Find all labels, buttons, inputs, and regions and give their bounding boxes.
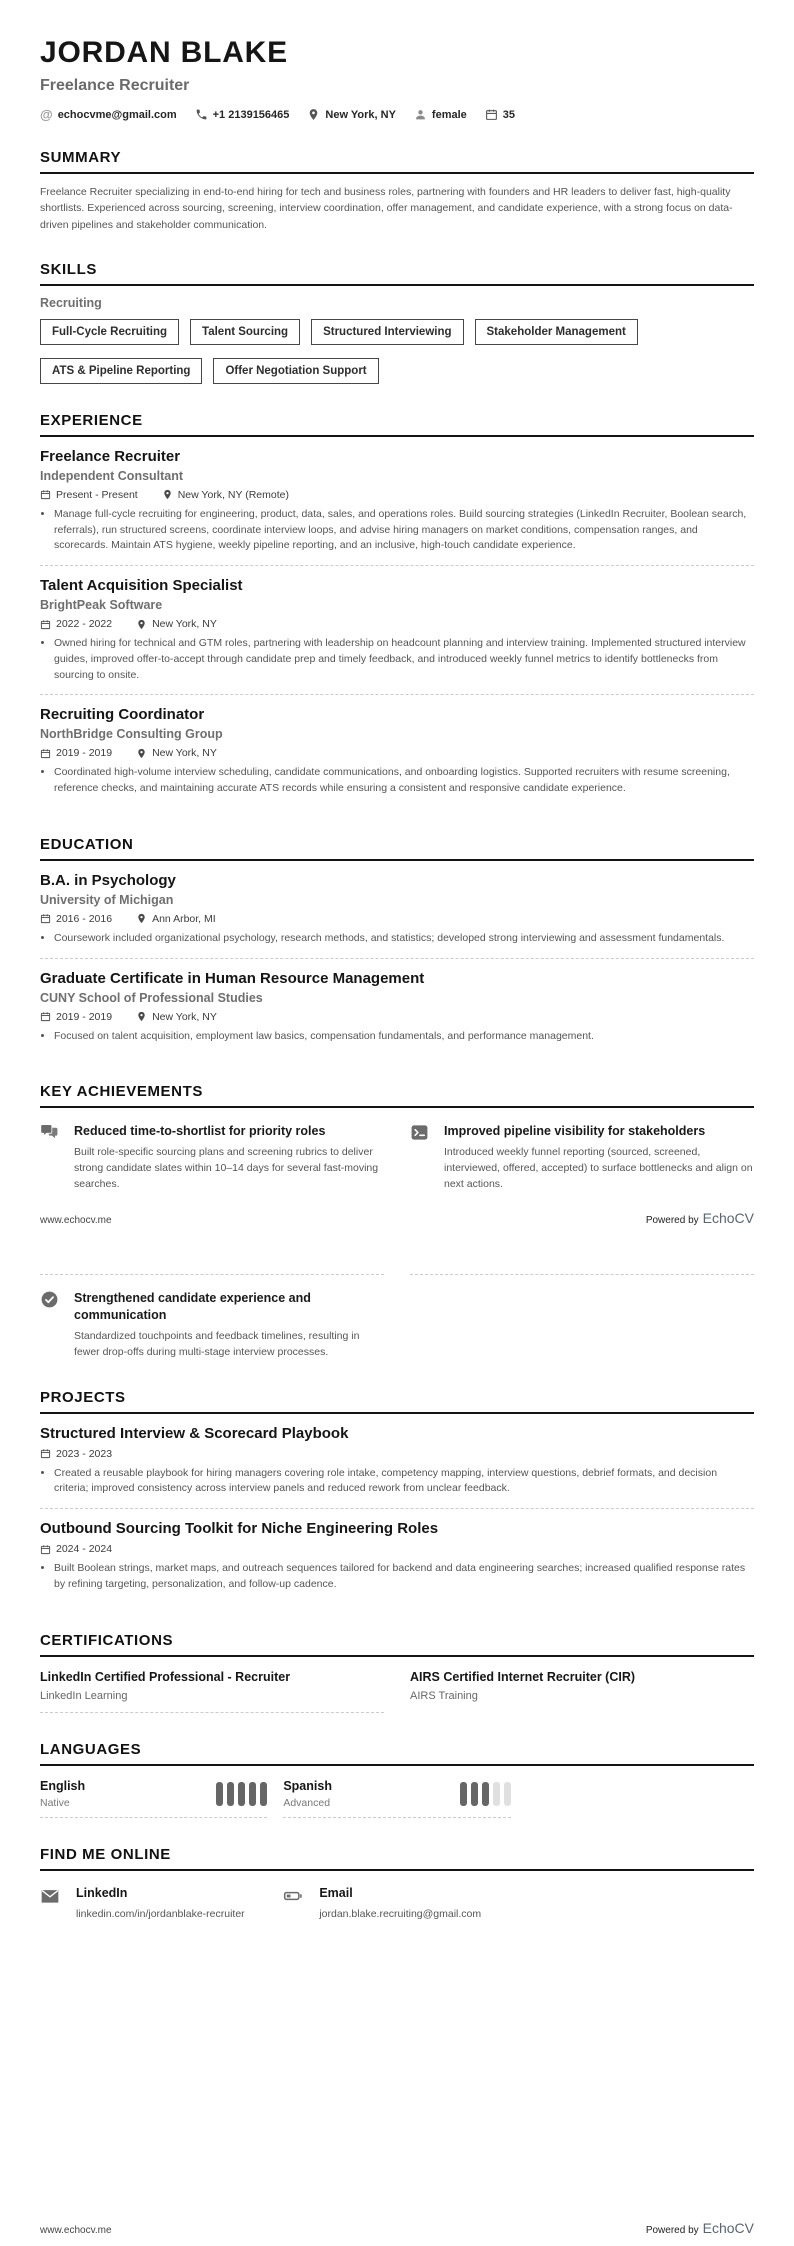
achievement-body <box>74 1123 384 1192</box>
envelope-icon <box>40 1886 60 1906</box>
entry-title: Graduate Certificate in Human Resource Management <box>40 969 425 987</box>
certification-item <box>40 1670 384 1713</box>
entry-dates-text: 2019 - 2019 <box>56 747 113 760</box>
online-url[interactable]: linkedin.com/in/jordanblake-recruiter <box>76 1907 245 1920</box>
language-level: Native <box>40 1796 70 1809</box>
check-circle-icon <box>40 1290 59 1309</box>
entry-dates-text: 2019 - 2019 <box>56 1010 113 1023</box>
entry-dates <box>40 1011 112 1023</box>
entry-dates <box>40 747 112 759</box>
language-item <box>283 1779 510 1818</box>
entry-meta <box>40 1011 754 1023</box>
entry-dates <box>40 1543 112 1555</box>
entry-location-text: New York, NY (Remote) <box>177 488 289 501</box>
language-level-bars <box>216 1782 267 1806</box>
achievement-title: Reduced time-to-shortlist for priority roles <box>74 1124 326 1139</box>
entry-location <box>162 489 289 501</box>
achievement-text: Built role-specific sourcing plans and screening rubrics to deliver strong candidate slates within 10–14 days for several fast-moving searches. <box>74 1146 379 1190</box>
entry-title: B.A. in Psychology <box>40 871 176 889</box>
level-bar <box>482 1782 489 1806</box>
entry-meta <box>40 618 754 630</box>
level-bar <box>493 1782 500 1806</box>
education-heading: EDUCATION <box>40 836 754 861</box>
contact-phone-text: +1 2139156465 <box>212 108 290 121</box>
battery-icon <box>283 1886 303 1906</box>
entry-bullets <box>40 1029 754 1045</box>
skill-chip: Talent Sourcing <box>190 319 300 345</box>
calendar-icon <box>40 748 51 759</box>
footer-site-link[interactable]: www.echocv.me <box>40 2225 112 2236</box>
location-pin-icon <box>136 748 147 759</box>
at-icon: @ <box>40 107 53 122</box>
certifications-grid <box>40 1670 754 1713</box>
entry-dates-text: 2016 - 2016 <box>56 912 113 925</box>
entry-meta <box>40 913 754 925</box>
calendar-icon <box>40 1544 51 1555</box>
contact-phone[interactable] <box>195 108 290 121</box>
language-name: Spanish <box>283 1778 332 1793</box>
entry-bullets <box>40 507 754 554</box>
achievement-text: Introduced weekly funnel reporting (sourced, screened, interviewed, offered, accepted) to surface bottlenecks and align on next actions. <box>444 1146 753 1190</box>
contact-location <box>307 108 396 121</box>
skills-heading: SKILLS <box>40 261 754 286</box>
page2-footer <box>40 2220 754 2236</box>
entry-school: University of Michigan <box>40 892 174 907</box>
language-level-bars <box>460 1782 511 1806</box>
skill-chip: Full-Cycle Recruiting <box>40 319 179 345</box>
certification-title: AIRS Certified Internet Recruiter (CIR) <box>410 1669 636 1684</box>
entry-dates <box>40 618 112 630</box>
languages-grid <box>40 1779 754 1818</box>
entry-title: Outbound Sourcing Toolkit for Niche Engineering Roles <box>40 1520 439 1538</box>
entry-bullets <box>40 765 754 797</box>
skill-chip: Structured Interviewing <box>311 319 463 345</box>
contact-age <box>485 108 515 121</box>
language-labels <box>40 1779 85 1809</box>
chat-icon <box>40 1123 59 1142</box>
online-item-body <box>319 1886 481 1923</box>
entry-meta <box>40 1448 754 1460</box>
section-online <box>40 1846 754 1923</box>
level-bar <box>471 1782 478 1806</box>
entry-location <box>136 618 217 630</box>
achievement-cell-empty <box>410 1274 754 1360</box>
experience-entry <box>40 437 754 566</box>
page1-footer <box>40 1210 754 1226</box>
entry-location <box>136 747 217 759</box>
language-item <box>40 1779 267 1818</box>
achievement-item <box>410 1123 754 1192</box>
entry-bullet: • Manage full-cycle recruiting for engineering, product, data, sales, and operations roles. Build sourcing strategies (LinkedIn Recruiter, Boolean search, referrals), run structured screens, coordinate interview loops, and advise hiring managers on market conditions, compensation ranges, and scorecards. Maintain ATS hygiene, weekly pipeline reporting, and an inclusive, high-touch candidate experience. <box>54 507 754 554</box>
experience-entry <box>40 695 754 808</box>
phone-icon <box>195 108 208 121</box>
certification-issuer: LinkedIn Learning <box>40 1690 384 1713</box>
certification-item <box>410 1670 754 1713</box>
project-entry <box>40 1414 754 1510</box>
language-labels <box>283 1779 332 1809</box>
education-entry <box>40 861 754 959</box>
experience-heading: EXPERIENCE <box>40 412 754 437</box>
achievement-cell <box>40 1274 384 1360</box>
projects-heading: PROJECTS <box>40 1389 754 1414</box>
summary-text: Freelance Recruiter specializing in end-to-end hiring for tech and business roles, partnering with founders and HR leaders to deliver fast, high-quality shortlists. Experienced across sourcing, screening, interview coordination, offer management, and candidate experience, with a strong focus on data-driven pipelines and stakeholder communication. <box>40 186 733 231</box>
achievement-title: Strengthened candidate experience and communication <box>74 1291 311 1323</box>
level-bar <box>460 1782 467 1806</box>
section-languages <box>40 1741 754 1818</box>
location-pin-icon <box>136 913 147 924</box>
language-empty-cell <box>527 1779 754 1818</box>
candidate-title: Freelance Recruiter <box>40 77 190 94</box>
entry-company: BrightPeak Software <box>40 598 163 613</box>
entry-dates <box>40 1448 112 1460</box>
section-summary <box>40 149 754 233</box>
certification-title: LinkedIn Certified Professional - Recruiter <box>40 1669 291 1684</box>
entry-bullets <box>40 1561 754 1593</box>
online-item-email <box>283 1886 510 1923</box>
online-grid <box>40 1886 754 1923</box>
entry-company: Independent Consultant <box>40 468 184 483</box>
entry-location-text: New York, NY <box>152 747 217 760</box>
contact-gender-text: female <box>431 108 467 121</box>
entry-bullet: • Built Boolean strings, market maps, and outreach sequences tailored for backend and data engineering searches; increased qualified response rates by refining targeting, personalization, and follow-up cadence. <box>54 1561 754 1593</box>
powered-by <box>646 2220 754 2236</box>
calendar-icon <box>40 1448 51 1459</box>
entry-dates-text: Present - Present <box>56 488 138 501</box>
powered-by-prefix: Powered by <box>645 1215 699 1227</box>
calendar-icon <box>40 913 51 924</box>
entry-title: Structured Interview & Scorecard Playbook <box>40 1424 349 1442</box>
location-pin-icon <box>307 108 320 121</box>
level-bar <box>227 1782 234 1806</box>
section-certifications <box>40 1632 754 1713</box>
calendar-icon <box>40 489 51 500</box>
achievement-body <box>444 1123 754 1192</box>
echocv-brand: EchoCV <box>702 2220 754 2236</box>
entry-bullet: • Owned hiring for technical and GTM roles, partnering with leadership on headcount planning and interview training. Implemented structured interview guides, improved offer-to-accept through candidate prep and timely feedback, and introduced weekly funnel metrics to identify bottlenecks from sourcing to onsite. <box>54 636 754 683</box>
entry-bullet: • Created a reusable playbook for hiring managers covering role intake, competency mapping, interview questions, debrief formats, and decision criteria; improved consistency across interview panels and reduced rework from unclear feedback. <box>54 1466 754 1498</box>
location-pin-icon <box>136 619 147 630</box>
entry-bullet: • Coursework included organizational psychology, research methods, and statistics; developed strong interviewing and assessment fundamentals. <box>54 931 754 947</box>
level-bar <box>249 1782 256 1806</box>
entry-dates-text: 2024 - 2024 <box>56 1543 113 1556</box>
calendar-icon <box>40 619 51 630</box>
online-heading: FIND ME ONLINE <box>40 1846 754 1871</box>
location-pin-icon <box>136 1011 147 1022</box>
entry-meta <box>40 747 754 759</box>
entry-location-text: Ann Arbor, MI <box>152 912 216 925</box>
entry-dates-text: 2022 - 2022 <box>56 618 113 631</box>
entry-bullet: • Coordinated high-volume interview scheduling, candidate communications, and onboarding logistics. Supported recruiters with resume screening, reference checks, and maintaining accurate ATS records while ensuring a consistent and responsive candidate experience. <box>54 765 754 797</box>
section-education <box>40 836 754 1056</box>
powered-by-prefix: Powered by <box>645 2225 699 2236</box>
section-projects <box>40 1389 754 1604</box>
entry-bullets <box>40 636 754 683</box>
footer-site-link[interactable]: www.echocv.me <box>40 1215 112 1227</box>
entry-location-text: New York, NY <box>152 1010 217 1023</box>
skill-chip: ATS & Pipeline Reporting <box>40 358 202 384</box>
online-item-linkedin <box>40 1886 267 1923</box>
entry-title: Talent Acquisition Specialist <box>40 577 243 595</box>
entry-dates-text: 2023 - 2023 <box>56 1447 113 1460</box>
entry-title: Freelance Recruiter <box>40 447 181 465</box>
entry-meta <box>40 1543 754 1555</box>
languages-heading: LANGUAGES <box>40 1741 754 1766</box>
entry-location-text: New York, NY <box>152 618 217 631</box>
online-item-body <box>76 1886 245 1923</box>
contact-email[interactable] <box>40 108 177 121</box>
contact-email-text: echocvme@gmail.com <box>57 108 177 121</box>
entry-location <box>136 913 216 925</box>
language-level: Advanced <box>283 1796 331 1809</box>
education-entry <box>40 959 754 1056</box>
certification-issuer: AIRS Training <box>410 1689 478 1702</box>
achievements-heading: KEY ACHIEVEMENTS <box>40 1083 754 1108</box>
entry-school: CUNY School of Professional Studies <box>40 990 263 1005</box>
achievement-item <box>40 1123 384 1192</box>
entry-dates <box>40 913 112 925</box>
entry-bullets <box>40 931 754 947</box>
certifications-heading: CERTIFICATIONS <box>40 1632 754 1657</box>
level-bar <box>260 1782 267 1806</box>
calendar-icon <box>40 1011 51 1022</box>
online-empty-cell <box>527 1886 754 1923</box>
entry-dates <box>40 489 138 501</box>
level-bar <box>504 1782 511 1806</box>
experience-entry <box>40 566 754 695</box>
summary-heading: SUMMARY <box>40 149 754 174</box>
entry-bullets <box>40 1466 754 1498</box>
level-bar <box>216 1782 223 1806</box>
contact-row <box>40 108 754 121</box>
candidate-name: JORDAN BLAKE <box>40 36 288 69</box>
calendar-icon <box>485 108 498 121</box>
online-label: Email <box>319 1885 353 1900</box>
entry-company: NorthBridge Consulting Group <box>40 727 223 742</box>
skill-chip: Stakeholder Management <box>475 319 638 345</box>
terminal-icon <box>410 1123 429 1142</box>
language-name: English <box>40 1778 86 1793</box>
online-label: LinkedIn <box>76 1885 128 1900</box>
echocv-brand: EchoCV <box>702 1210 754 1227</box>
level-bar <box>238 1782 245 1806</box>
achievements-grid <box>40 1123 754 1192</box>
project-entry <box>40 1509 754 1604</box>
person-icon <box>414 108 427 121</box>
section-experience <box>40 412 754 808</box>
section-skills <box>40 261 754 384</box>
entry-location <box>136 1011 217 1023</box>
entry-meta <box>40 489 754 501</box>
skill-category: Recruiting <box>40 295 102 310</box>
achievement-item <box>40 1290 384 1360</box>
section-achievements <box>40 1083 754 1192</box>
skill-chips <box>40 319 754 384</box>
resume-header <box>40 36 754 121</box>
entry-title: Recruiting Coordinator <box>40 706 205 724</box>
entry-bullet: • Focused on talent acquisition, employment law basics, compensation fundamentals, and performance management. <box>54 1029 754 1045</box>
achievement-body <box>74 1290 384 1360</box>
online-url[interactable]: jordan.blake.recruiting@gmail.com <box>319 1907 482 1920</box>
achievement-text: Standardized touchpoints and feedback timelines, resulting in fewer drop-offs during multi-stage interview processes. <box>74 1330 360 1358</box>
powered-by <box>646 1210 754 1226</box>
skill-chip: Offer Negotiation Support <box>213 358 378 384</box>
contact-gender <box>414 108 467 121</box>
achievement-title: Improved pipeline visibility for stakeholders <box>444 1124 706 1139</box>
contact-age-text: 35 <box>502 108 516 121</box>
location-pin-icon <box>162 489 173 500</box>
achievements-grid-row2 <box>40 1274 754 1360</box>
contact-location-text: New York, NY <box>325 108 396 121</box>
